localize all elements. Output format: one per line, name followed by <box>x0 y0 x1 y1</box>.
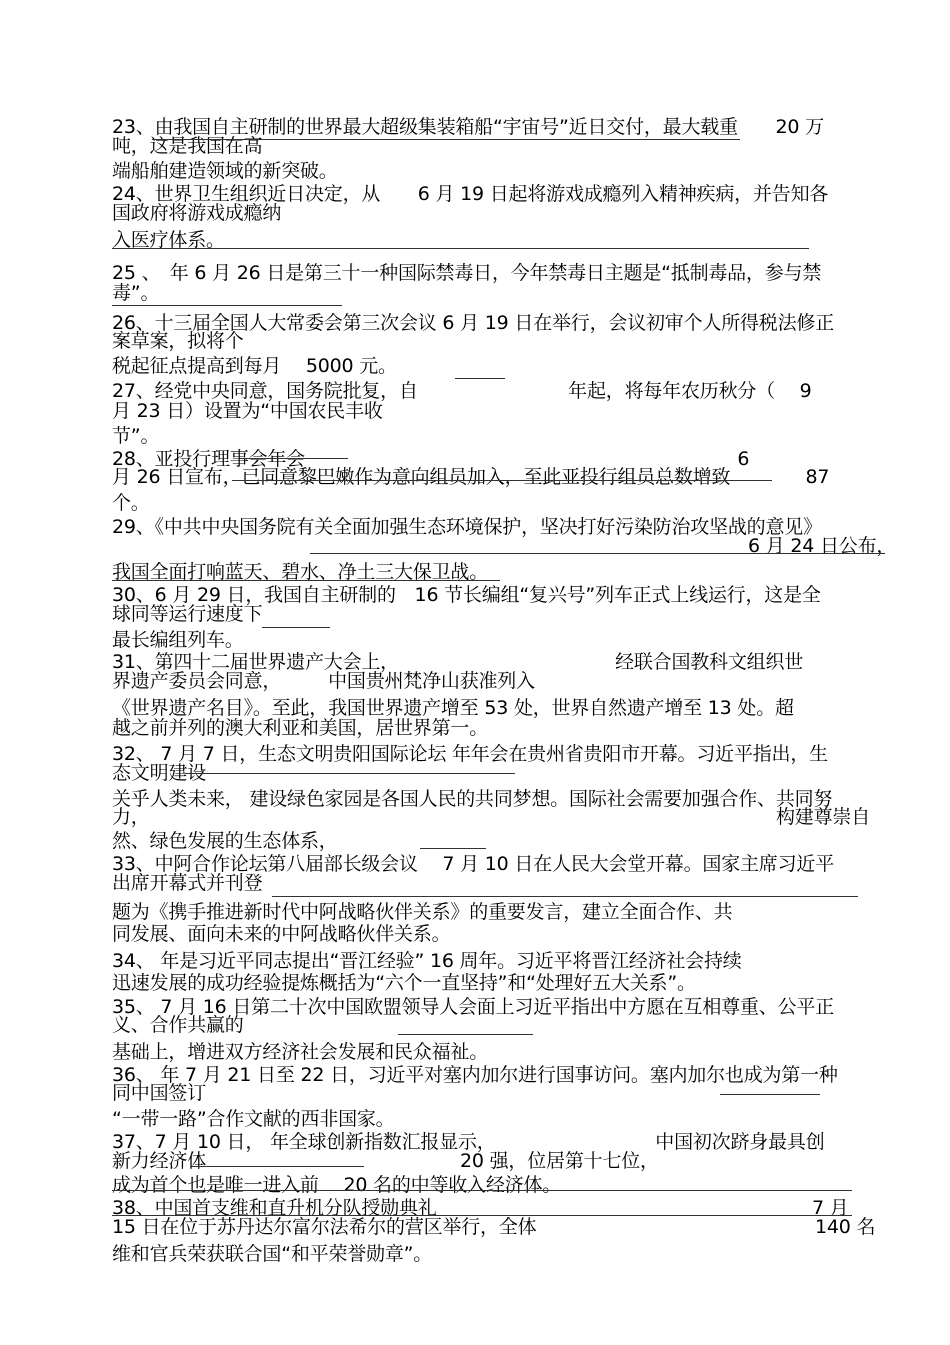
text-line: 25 、 年 6 月 26 日是第三十一种国际禁毒日，今年禁毒日主题是“抵制毒品，参与禁 <box>112 262 822 284</box>
answer-blank <box>262 627 330 628</box>
text-line: 义、合作共赢的 <box>112 1014 244 1036</box>
text-line: 28、亚投行理事会年会 6 <box>112 448 750 470</box>
text-line: 29、《中共中央国务院有关全面加强生态环境保护，坚决打好污染防治攻坚战的意见》 <box>112 516 822 538</box>
text-line: 题为《携手推进新时代中阿战略伙伴关系》的重要发言，建立全面合作、共 <box>112 901 733 923</box>
text-line: 最长编组列车。 <box>112 629 244 651</box>
text-line: 38、中国首支维和直升机分队授勋典礼 <box>112 1197 437 1219</box>
text-line: 15 日在位于苏丹达尔富尔法希尔的营区举行，全体 <box>112 1216 537 1238</box>
answer-blank <box>112 248 809 249</box>
text-line: “一带一路”合作文献的西非国家。 <box>112 1108 395 1130</box>
text-line: 26、十三届全国人大常委会第三次会议 6 月 19 日在举行，会议初审个人所得税法修正 <box>112 312 835 334</box>
answer-blank <box>112 1215 852 1216</box>
text-line: 23、由我国自主研制的世界最大超级集装箱船“宇宙号”近日交付，最大载重 20 万 <box>112 116 824 138</box>
answer-blank <box>310 553 885 554</box>
text-line: 月 23 日）设置为“中国农民丰收 <box>112 400 383 422</box>
answer-blank <box>152 139 740 140</box>
text-line: 31、第四十二届世界遗产大会上， 经联合国教科文组织世 <box>112 651 804 673</box>
answer-blank <box>232 480 772 481</box>
text-line: 27、经党中央同意，国务院批复，自 年起，将每年农历秋分（ 9 <box>112 380 812 402</box>
text-line: 20 强，位居第十七位， <box>460 1150 659 1172</box>
text-line: 140 名 <box>815 1216 876 1238</box>
text-line: 36、 年 7 月 21 日至 22 日，习近平对塞内加尔进行国事访问。塞内加尔也成为第一种 <box>112 1064 838 1086</box>
text-line: 6 月 24 日公布， <box>748 535 896 557</box>
text-line: 球同等运行速度下 <box>112 603 263 625</box>
answer-blank <box>420 848 486 849</box>
text-line: 24、世界卫生组织近日决定，从 6 月 19 日起将游戏成瘾列入精神疾病，并告知各 <box>112 183 829 205</box>
text-line: 节”。 <box>112 425 160 447</box>
text-line: 态文明建设 <box>112 762 207 784</box>
text-line: 同发展、面向未来的中阿战略伙伴关系。 <box>112 923 451 945</box>
answer-blank <box>112 580 500 581</box>
text-line: 《世界遗产名目》。至此，我国世界遗产增至 53 处，世界自然遗产增至 13 处。超 <box>112 697 794 719</box>
text-line: 我国全面打响蓝天、碧水、净土三大保卫战。 <box>112 561 489 583</box>
text-line: 30、6 月 29 日，我国自主研制的 16 节长编组“复兴号”列车正式上线运行，这是全 <box>112 584 821 606</box>
text-line: 成为首个也是唯一进入前 20 名的中等收入经济体。 <box>112 1174 562 1196</box>
text-line: 新力经济体 <box>112 1150 207 1172</box>
text-line: 月 26 日宣布，已同意黎巴嫩作为意向组员加入，至此亚投行组员总数增致 87 <box>112 466 830 488</box>
answer-blank <box>112 1190 852 1191</box>
answer-blank <box>455 378 505 379</box>
text-line: 7 月 <box>812 1197 849 1219</box>
text-line: 国政府将游戏成瘾纳 <box>112 202 282 224</box>
answer-blank <box>240 458 348 459</box>
answer-blank <box>190 1166 364 1167</box>
text-line: 越之前并列的澳大利亚和美国，居世界第一。 <box>112 717 489 739</box>
answer-blank <box>272 896 858 897</box>
text-line: 税起征点提高到每月 5000 元。 <box>112 355 397 377</box>
answer-blank <box>112 305 342 306</box>
text-line: 毒”。 <box>112 282 160 304</box>
answer-blank <box>398 1034 533 1035</box>
answer-blank <box>720 1094 820 1095</box>
text-line: 个。 <box>112 492 150 514</box>
answer-blank <box>185 773 515 774</box>
text-line: 案草案，拟将个 <box>112 330 244 352</box>
text-line: 入医疗体系。 <box>112 229 225 251</box>
text-line: 构建尊崇自 <box>776 806 871 828</box>
text-line: 基础上，增进双方经济社会发展和民众福祉。 <box>112 1041 489 1063</box>
text-line: 端船舶建造领域的新突破。 <box>112 160 338 182</box>
text-line: 吨，这是我国在高 <box>112 135 263 157</box>
text-line: 关乎人类未来， 建设绿色家园是各国人民的共同梦想。国际社会需要加强合作、共同努 <box>112 788 833 810</box>
text-line: 界遗产委员会同意， 中国贵州梵净山获准列入 <box>112 670 535 692</box>
text-line: 32、 7 月 7 日，生态文明贵阳国际论坛 年年会在贵州省贵阳市开幕。习近平指出，生 <box>112 743 828 765</box>
text-line: 然、绿色发展的生态体系， <box>112 830 338 852</box>
text-line: 34、 年是习近平同志提出“晋江经验” 16 周年。习近平将晋江经济社会持续 <box>112 950 742 972</box>
text-line: 35、 7 月 16 日第二十次中国欧盟领导人会面上习近平指出中方愿在互相尊重、公平正 <box>112 996 835 1018</box>
text-line: 迅速发展的成功经验提炼概括为“六个一直坚持”和“处理好五大关系”。 <box>112 972 696 994</box>
text-line: 同中国签订 <box>112 1082 207 1104</box>
text-line: 37、7 月 10 日， 年全球创新指数汇报显示， 中国初次跻身最具创 <box>112 1131 825 1153</box>
text-line: 33、中阿合作论坛第八届部长级会议 7 月 10 日在人民大会堂开幕。国家主席习近平 <box>112 853 835 875</box>
text-line: 力， <box>112 806 150 828</box>
text-line: 维和官兵荣获联合国“和平荣誉勋章”。 <box>112 1243 433 1265</box>
text-line: 出席开幕式并刊登 <box>112 872 263 894</box>
